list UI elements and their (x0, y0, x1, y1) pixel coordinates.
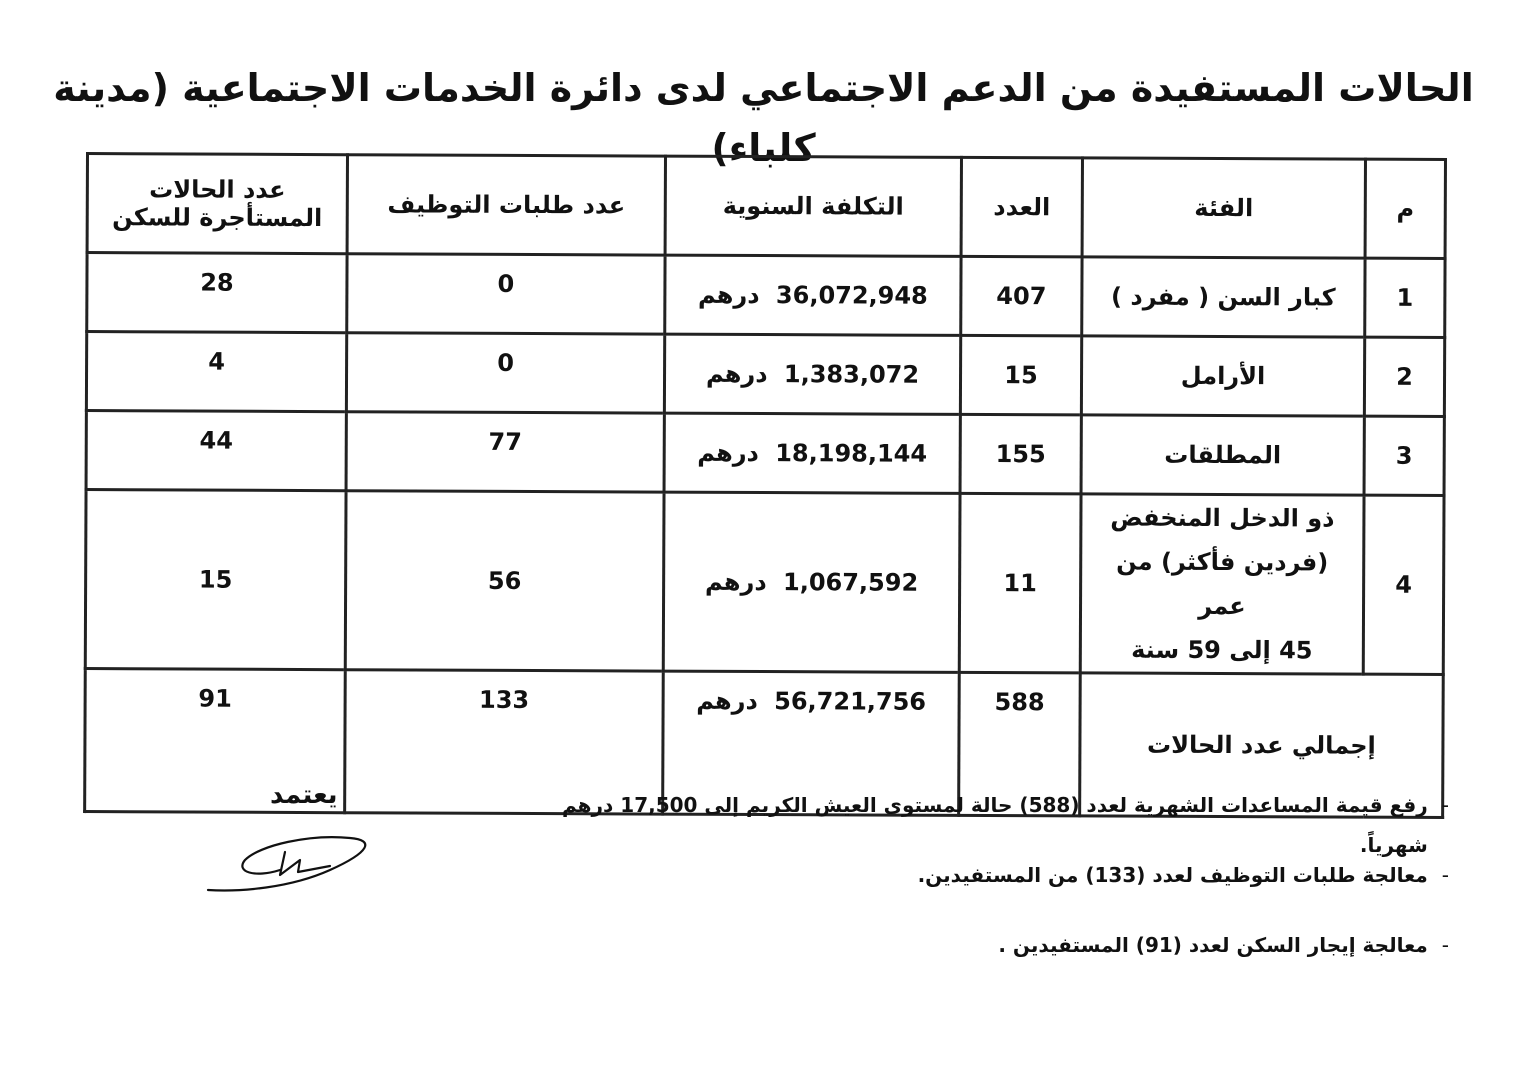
approval-label: يعتمد (270, 780, 338, 810)
table-row (85, 490, 1444, 675)
cell-rented: 4 (86, 332, 346, 412)
cell-annual-cost (663, 492, 960, 672)
header-category: الفئة (1082, 158, 1365, 258)
cell-count: 15 (960, 335, 1081, 415)
header-index: م (1365, 159, 1445, 258)
note-text: معالجة إيجار السكن لعدد (91) المستفيدين . (998, 933, 1428, 957)
signature-mark (200, 830, 380, 900)
cell-job-requests: 77 (346, 412, 664, 492)
note-item (549, 785, 1449, 855)
beneficiaries-table (83, 152, 1447, 819)
cost-amount: 1,383,072 (783, 360, 920, 389)
cell-job-requests: 56 (345, 491, 664, 671)
cell-annual-cost (664, 334, 960, 414)
cell-rented: 28 (87, 253, 347, 333)
cell-index: 3 (1364, 416, 1444, 495)
header-rented-line2: المستأجرة للسكن (112, 203, 323, 233)
note-bullet: - (1441, 933, 1449, 957)
cost-currency: درهم (705, 359, 768, 389)
total-rented: 91 (85, 669, 346, 813)
notes-list (549, 785, 1449, 995)
cell-annual-cost (664, 413, 960, 493)
cell-index: 4 (1363, 495, 1444, 674)
category-line: 45 إلى 59 سنة (1131, 635, 1313, 665)
category-line: ذو الدخل المنخفض (1110, 503, 1335, 533)
note-item (549, 925, 1449, 995)
cost-currency: درهم (697, 438, 759, 468)
table-row (87, 253, 1445, 338)
header-count: العدد (961, 157, 1082, 257)
cell-count: 11 (959, 493, 1081, 673)
cell-category (1080, 494, 1364, 674)
cost-amount: 36,072,948 (775, 281, 928, 310)
cost-amount: 1,067,592 (782, 568, 919, 597)
cell-category: كبار السن ( مفرد ) (1082, 257, 1365, 337)
note-text: معالجة طلبات التوظيف لعدد (133) من المستفيدين. (917, 863, 1428, 887)
table-row (86, 332, 1444, 417)
header-rented-cases (87, 154, 347, 254)
category-line: (فردين فأكثر) من عمر (1116, 547, 1329, 621)
header-rented-line1: عدد الحالات (149, 175, 286, 204)
cost-currency: درهم (705, 567, 767, 597)
cost-currency: درهم (697, 280, 760, 310)
cell-index: 2 (1364, 337, 1444, 416)
table-row (86, 411, 1444, 496)
total-job-requests: 133 (345, 670, 664, 814)
note-text: رفع قيمة المساعدات الشهرية لعدد (588) حالة لمستوى العيش الكريم إلى 17,500 درهم شهرياً. (561, 793, 1428, 857)
cell-rented: 15 (85, 490, 346, 670)
cell-index: 1 (1365, 258, 1445, 337)
cell-count: 155 (960, 414, 1081, 494)
table-header-row (87, 154, 1445, 259)
total-count: 588 (959, 672, 1081, 816)
note-bullet: - (1441, 793, 1449, 817)
cell-annual-cost (665, 255, 961, 335)
header-job-requests: عدد طلبات التوظيف (347, 155, 665, 255)
cell-job-requests: 0 (346, 333, 664, 413)
header-annual-cost: التكلفة السنوية (665, 156, 961, 256)
note-bullet: - (1441, 863, 1449, 887)
cell-category: المطلقات (1081, 415, 1364, 495)
cell-rented: 44 (86, 411, 346, 491)
cost-amount: 18,198,144 (775, 439, 928, 468)
page-title: الحالات المستفيدة من الدعم الاجتماعي لدى دائرة الخدمات الاجتماعية (مدينة كلباء) (53, 66, 1474, 170)
cost-currency: درهم (696, 686, 758, 715)
cell-job-requests: 0 (347, 254, 665, 334)
note-item (549, 855, 1449, 925)
total-label: إجمالي عدد الحالات (1080, 673, 1444, 818)
cell-count: 407 (961, 256, 1082, 336)
cell-category: الأرامل (1081, 336, 1364, 416)
cost-amount: 56,721,756 (774, 687, 927, 716)
